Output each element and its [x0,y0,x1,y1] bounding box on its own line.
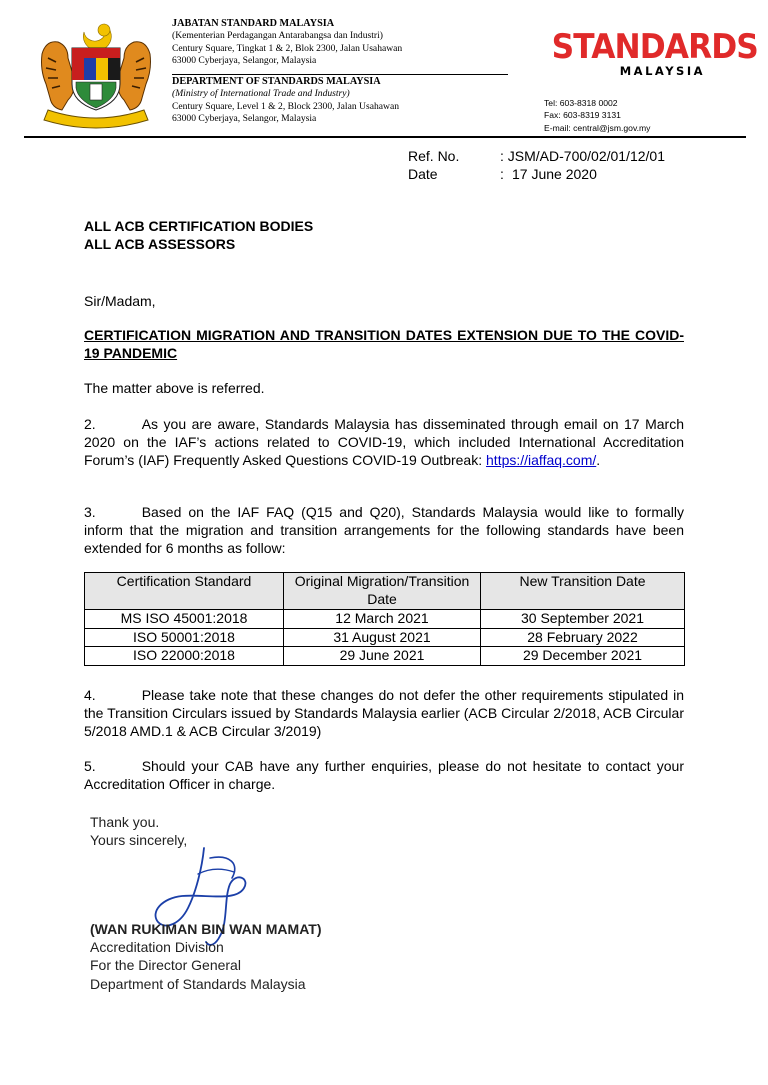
paragraph-4 [84,686,684,741]
table-cell: MS ISO 45001:2018 [85,610,284,629]
table-row [85,647,685,666]
table-cell: 12 March 2021 [284,610,481,629]
signatory-block [90,920,321,993]
paragraph-end: . [596,452,601,469]
reference-block [408,147,665,183]
paragraph-text: As you are aware, Standards Malaysia has disseminated through email on 17 March 2020 on the IAF’s actions related to COVID-19, which included International Accreditation Forum’s (IAF) Frequently Asked Questions COVID-19 Outbreak: [84,416,684,469]
iaf-faq-link[interactable]: https://iaffaq.com/ [486,452,597,469]
ref-row [408,147,665,165]
table-row [85,610,685,629]
paragraph-5 [84,757,684,793]
paragraph-number: 2. [84,416,96,432]
table-row [85,628,685,647]
paragraph-number: 4. [84,687,96,703]
paragraph-number: 5. [84,758,96,774]
contact-info [544,97,650,134]
table-cell: ISO 50001:2018 [85,628,284,647]
signatory-for: For the Director General [90,957,241,974]
paragraph-2 [84,415,684,470]
table-cell: 31 August 2021 [284,628,481,647]
table-header-row [85,573,685,610]
sincerely-line: Yours sincerely, [90,832,188,849]
org-name-english: DEPARTMENT OF STANDARDS MALAYSIA [172,76,381,87]
email: E-mail: central@jsm.gov.my [544,122,651,133]
addressee-line: ALL ACB ASSESSORS [84,236,236,253]
subject-heading: CERTIFICATION MIGRATION AND TRANSITION DATES EXTENSION DUE TO THE COVID-19 PANDEMIC [84,327,684,362]
address-line-malay-1: Century Square, Tingkat 1 & 2, Blok 2300, Jalan Usahawan [172,42,403,54]
header-divider [24,136,746,138]
ministry-malay: (Kementerian Perdagangan Antarabangsa dan Industri) [172,30,383,42]
table-cell: 28 February 2022 [481,628,685,647]
column-header-new-date: New Transition Date [481,573,685,610]
letterhead-malay [172,18,402,68]
date-label: Date [408,166,438,182]
paragraph-1: The matter above is referred. [84,380,265,396]
letterhead-english [172,76,399,126]
ref-label: Ref. No. [408,148,460,164]
signatory-name: (WAN RUKIMAN BIN WAN MAMAT) [90,921,322,937]
paragraph-number: 3. [84,504,96,520]
date-row [408,165,665,183]
signatory-department: Department of Standards Malaysia [90,975,306,992]
address-line-malay-2: 63000 Cyberjaya, Selangor, Malaysia [172,55,317,67]
column-header-standard: Certification Standard [85,573,284,610]
date-value: 17 June 2020 [512,166,597,182]
logo-wordmark: STANDARDS [551,27,758,67]
coat-of-arms-icon [32,14,160,132]
table-cell: 29 December 2021 [481,647,685,666]
column-header-original-date: Original Migration/Transition Date [284,573,481,610]
address-line-english-1: Century Square, Level 1 & 2, Block 2300, Jalan Usahawan [172,100,399,112]
transition-dates-table [84,572,685,666]
table-cell: ISO 22000:2018 [85,647,284,666]
standards-malaysia-logo [538,26,758,82]
salutation: Sir/Madam, [84,293,156,309]
org-name-malay: JABATAN STANDARD MALAYSIA [172,18,335,29]
date-separator: : [500,166,504,182]
fax: Fax: 603-8319 3131 [544,110,621,121]
signatory-division: Accreditation Division [90,939,224,956]
table-cell: 30 September 2021 [481,610,685,629]
paragraph-text: Based on the IAF FAQ (Q15 and Q20), Standards Malaysia would like to formally inform that the migration and transition arrangements for the following standards have been extended for 6 months as follow: [84,504,684,557]
ministry-english: (Ministry of International Trade and Industry) [172,88,350,100]
paragraph-text: Please take note that these changes do not defer the other requirements stipulated in the Transition Circulars issued by Standards Malaysia earlier (ACB Circular 2/2018, ACB Circular 5/2018 AMD.1 & ACB Circular 3/2019) [84,687,684,740]
thanks-line: Thank you. [90,814,160,830]
address-line-english-2: 63000 Cyberjaya, Selangor, Malaysia [172,113,317,125]
addressee-block [84,217,684,253]
paragraph-3 [84,503,684,558]
addressee-line: ALL ACB CERTIFICATION BODIES [84,218,314,234]
ref-value: : JSM/AD-700/02/01/12/01 [500,148,665,164]
letterhead-divider [172,74,508,75]
telephone: Tel: 603-8318 0002 [544,98,618,108]
table-cell: 29 June 2021 [284,647,481,666]
paragraph-text: Should your CAB have any further enquiries, please do not hesitate to contact your Accreditation Officer in charge. [84,758,684,793]
logo-subtitle: MALAYSIA [619,64,705,78]
